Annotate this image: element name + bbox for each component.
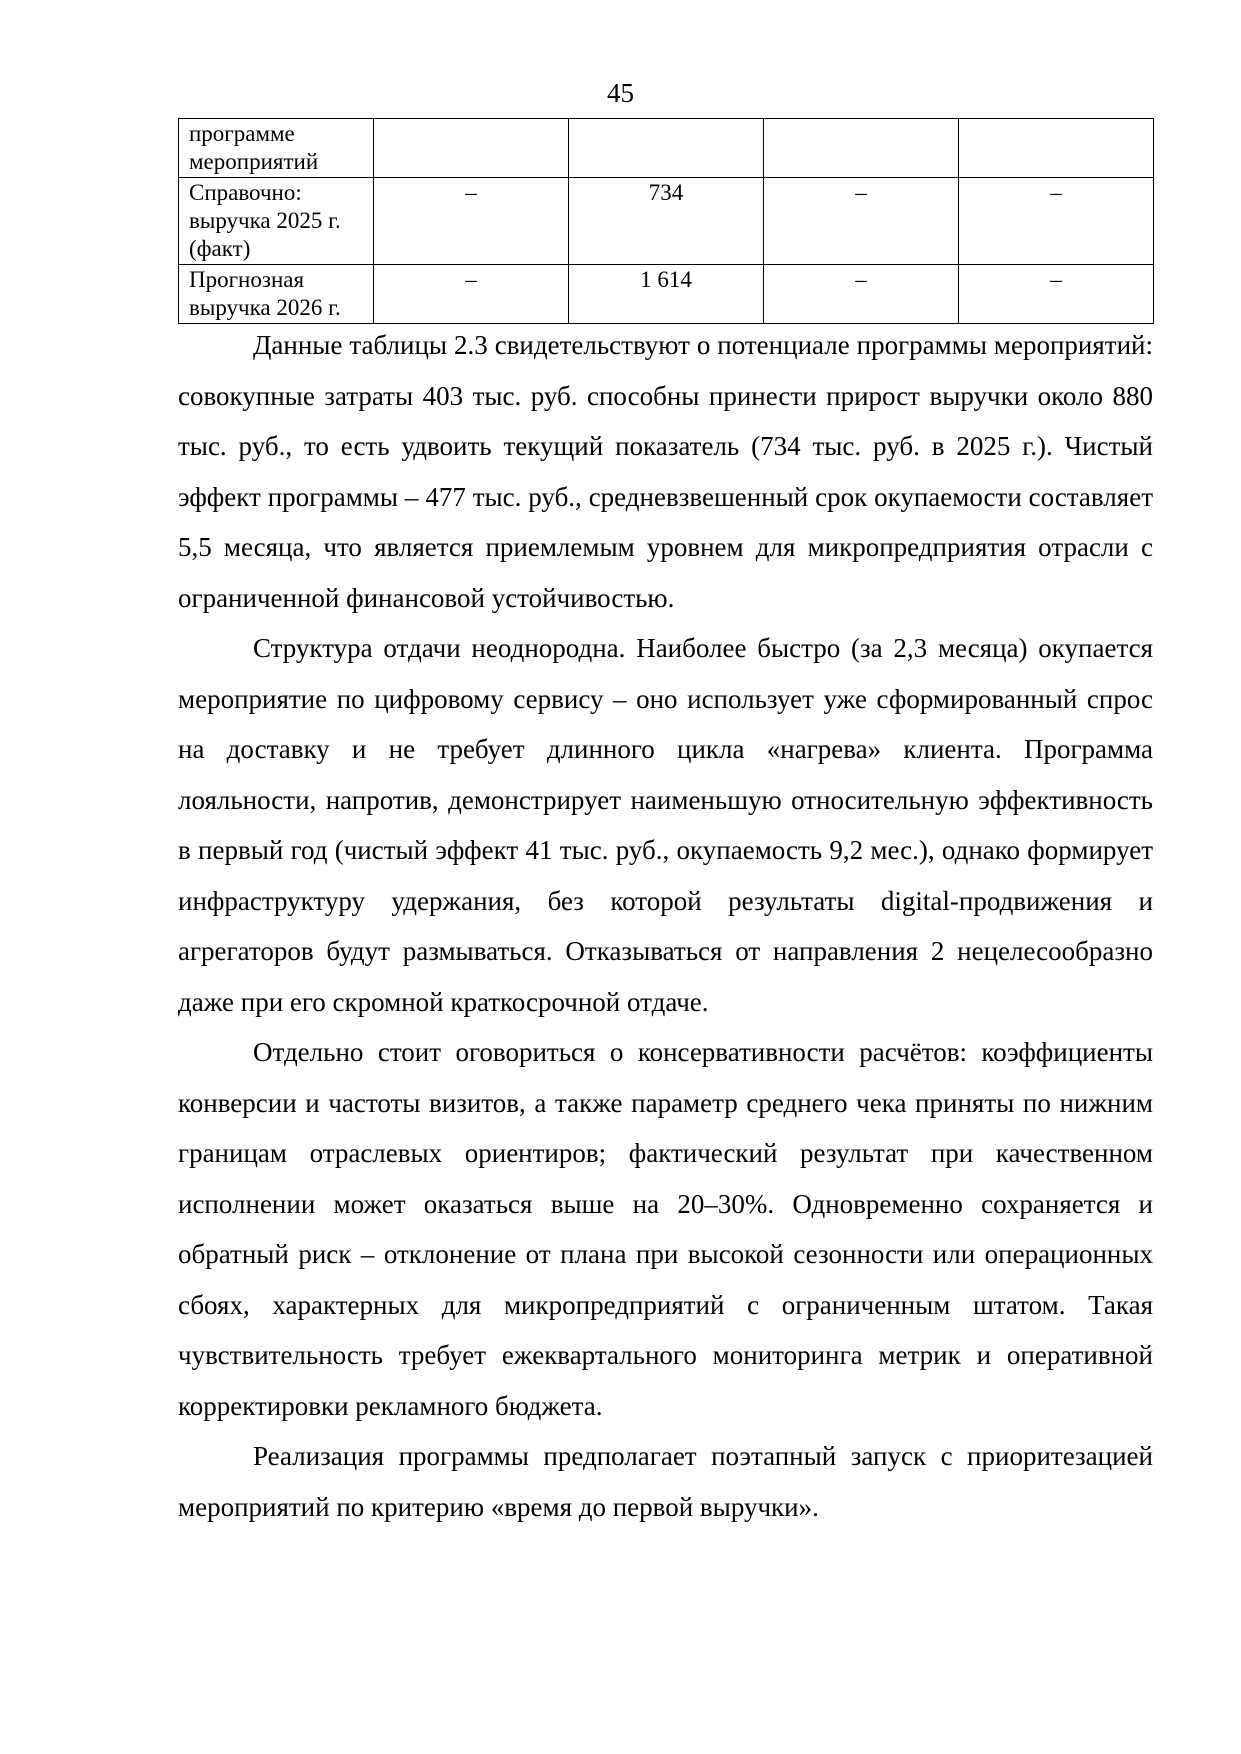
table-cell: – bbox=[764, 265, 959, 324]
table-cell: – bbox=[959, 265, 1154, 324]
table-cell: – bbox=[374, 178, 569, 265]
row-label: программе мероприятий bbox=[179, 119, 374, 178]
table-cell: 1 614 bbox=[569, 265, 764, 324]
body-text bbox=[178, 320, 1153, 1532]
data-table bbox=[178, 118, 1154, 324]
table-cell bbox=[764, 119, 959, 178]
table-cell bbox=[569, 119, 764, 178]
paragraph: Структура отдачи неоднородна. Наиболее быстро (за 2,3 месяца) окупается мероприятие по цифровому сервису – оно использует уже сформированный спрос на доставку и не требует длинного цикла «нагрева» клиента. Программа лояльности, напротив, демонстрирует наименьшую относительную эффективность в первый год (чистый эффект 41 тыс. руб., окупаемость 9,2 мес.), однако формирует инфраструктуру удержания, без которой результаты digital-продвижения и агрегаторов будут размываться. Отказываться от направления 2 нецелесообразно даже при его скромной краткосрочной отдаче. bbox=[178, 633, 1153, 1017]
table-cell: – bbox=[764, 178, 959, 265]
paragraph: Реализация программы предполагает поэтапный запуск с приоритезацией мероприятий по критерию «время до первой выручки». bbox=[178, 1441, 1153, 1522]
table-cell: 734 bbox=[569, 178, 764, 265]
row-label: Справочно: выручка 2025 г. (факт) bbox=[179, 178, 374, 265]
table-cell bbox=[374, 119, 569, 178]
table-row bbox=[179, 119, 1154, 178]
table-cell: – bbox=[959, 178, 1154, 265]
table-cell: – bbox=[374, 265, 569, 324]
page-number: 45 bbox=[607, 78, 634, 108]
table-cell bbox=[959, 119, 1154, 178]
paragraph: Отдельно стоит оговориться о консервативности расчётов: коэффициенты конверсии и частоты визитов, а также параметр среднего чека приняты по нижним границам отраслевых ориентиров; фактический результат при качественном исполнении может оказаться выше на 20–30%. Одновременно сохраняется и обратный риск – отклонение от плана при высокой сезонности или операционных сбоях, характерных для микропредприятий с ограниченным штатом. Такая чувствительность требует ежеквартального мониторинга метрик и оперативной корректировки рекламного бюджета. bbox=[178, 1037, 1153, 1421]
paragraph: Данные таблицы 2.3 свидетельствуют о потенциале программы мероприятий: совокупные затраты 403 тыс. руб. способны принести прирост выручки около 880 тыс. руб., то есть удвоить текущий показатель (734 тыс. руб. в 2025 г.). Чистый эффект программы – 477 тыс. руб., средневзвешенный срок окупаемости составляет 5,5 месяца, что является приемлемым уровнем для микропредприятия отрасли с ограниченной финансовой устойчивостью. bbox=[178, 330, 1153, 613]
table-row bbox=[179, 178, 1154, 265]
row-label: Прогнозная выручка 2026 г. bbox=[179, 265, 374, 324]
table-row bbox=[179, 265, 1154, 324]
